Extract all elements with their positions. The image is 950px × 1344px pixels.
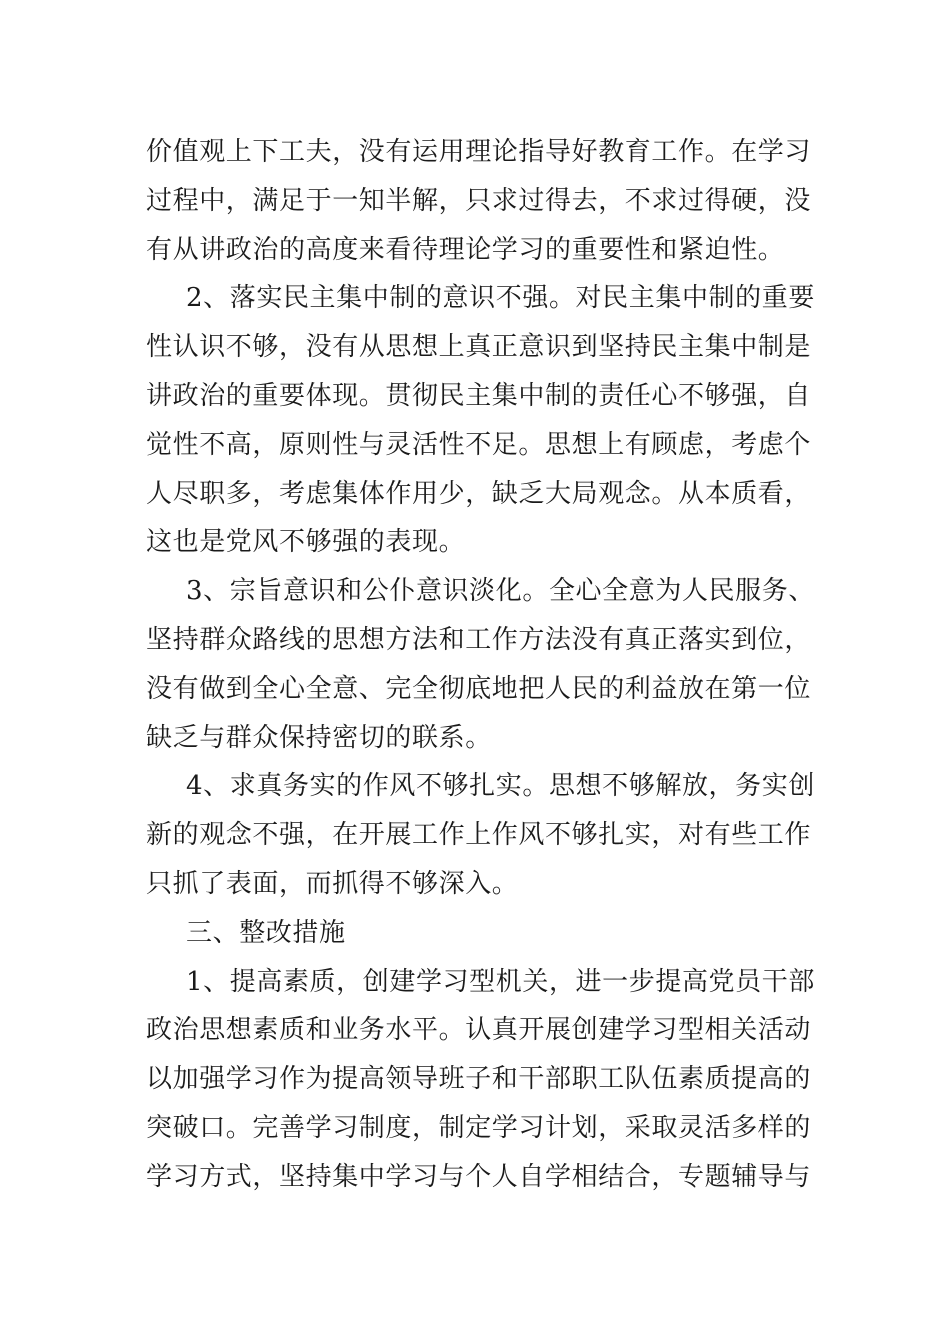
paragraph-heading-3: 3、宗旨意识和公仆意识淡化。全心全意为人民服务、 <box>186 576 815 607</box>
text-line: 人尽职多，考虑集体作用少，缺乏大局观念。从本质看， <box>146 478 812 509</box>
paragraph-heading-1: 1、提高素质，创建学习型机关，进一步提高党员干部 <box>186 966 815 997</box>
text-line: 性认识不够，没有从思想上真正意识到坚持民主集中制是 <box>146 332 812 363</box>
text-line: 新的观念不强，在开展工作上作风不够扎实，对有些工作 <box>146 820 812 851</box>
text-line: 讲政治的重要体现。贯彻民主集中制的责任心不够强，自 <box>146 380 812 411</box>
text-line: 过程中，满足于一知半解，只求过得去，不求过得硬，没 <box>146 185 812 216</box>
text-line: 突破口。完善学习制度，制定学习计划，采取灵活多样的 <box>146 1112 812 1143</box>
paragraph-heading-2: 2、落实民主集中制的意识不强。对民主集中制的重要 <box>186 283 815 314</box>
text-line: 坚持群众路线的思想方法和工作方法没有真正落实到位， <box>146 624 812 655</box>
text-line: 政治思想素质和业务水平。认真开展创建学习型相关活动 <box>146 1015 812 1046</box>
text-line: 觉性不高，原则性与灵活性不足。思想上有顾虑，考虑个 <box>146 429 812 460</box>
text-line: 这也是党风不够强的表现。 <box>146 527 466 558</box>
section-heading: 三、整改措施 <box>186 917 346 948</box>
text-line: 学习方式，坚持集中学习与个人自学相结合，专题辅导与 <box>146 1161 812 1192</box>
paragraph-heading-4: 4、求真务实的作风不够扎实。思想不够解放，务实创 <box>186 771 815 802</box>
text-line: 以加强学习作为提高领导班子和干部职工队伍素质提高的 <box>146 1064 812 1095</box>
document-body <box>146 128 815 1202</box>
text-line: 只抓了表面，而抓得不够深入。 <box>146 868 519 899</box>
text-line: 有从讲政治的高度来看待理论学习的重要性和紧迫性。 <box>146 234 785 265</box>
text-line: 缺乏与群众保持密切的联系。 <box>146 722 492 753</box>
text-line: 价值观上下工夫，没有运用理论指导好教育工作。在学习 <box>146 137 812 167</box>
text-line: 没有做到全心全意、完全彻底地把人民的利益放在第一位 <box>146 673 812 704</box>
